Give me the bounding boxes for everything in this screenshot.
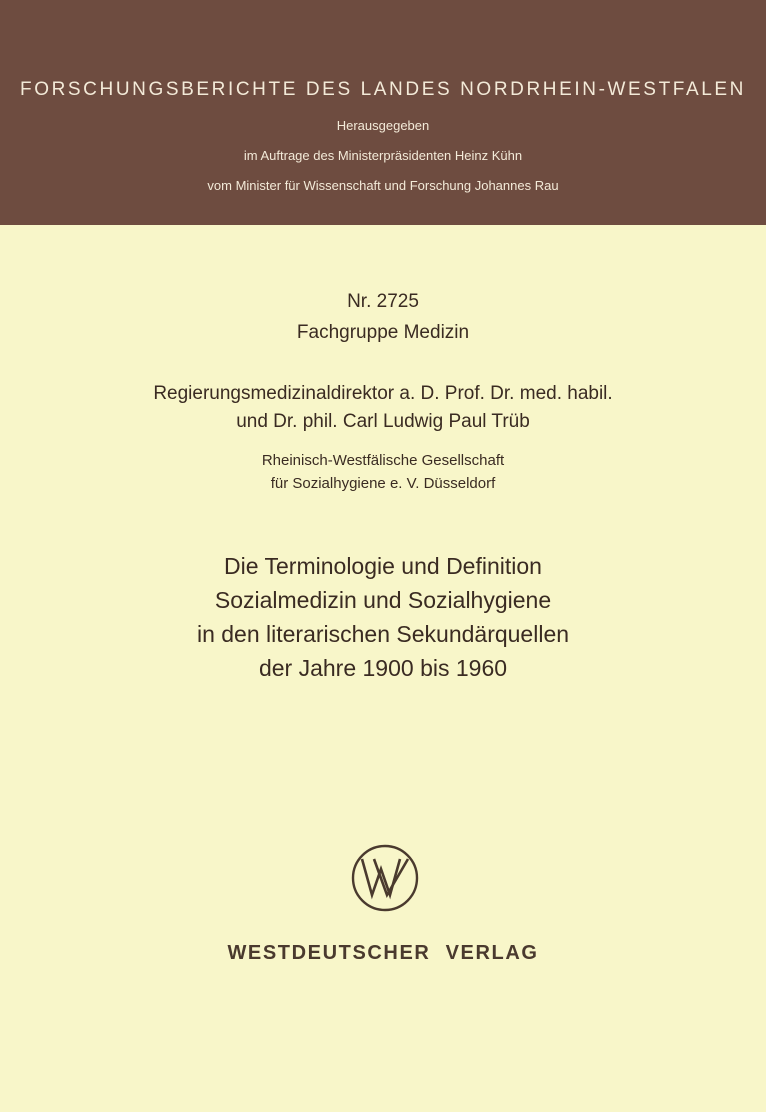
- author-line-2: und Dr. phil. Carl Ludwig Paul Trüb: [236, 411, 530, 432]
- title-line-1: Die Terminologie und Definition: [224, 553, 542, 579]
- editor-line-2: im Auftrage des Ministerpräsidenten Heinz Kühn: [243, 148, 523, 163]
- author-line-1: Regierungsmedizinaldirektor a. D. Prof. Dr. med. habil.: [153, 383, 613, 404]
- report-number: Nr. 2725: [347, 291, 419, 312]
- editor-line-1: Herausgegeben: [336, 118, 430, 133]
- title-line-3: in den literarischen Sekundärquellen: [196, 621, 570, 647]
- header-band: [0, 0, 766, 225]
- institution-line-2: für Sozialhygiene e. V. Düsseldorf: [270, 475, 496, 492]
- publisher-name: WESTDEUTSCHER VERLAG: [227, 942, 539, 964]
- editor-line-3: vom Minister für Wissenschaft und Forschung Johannes Rau: [207, 178, 559, 193]
- subject-group: Fachgruppe Medizin: [296, 322, 470, 343]
- institution-line-1: Rheinisch-Westfälische Gesellschaft: [261, 452, 505, 469]
- wv-monogram-icon: [350, 843, 420, 913]
- title-line-4: der Jahre 1900 bis 1960: [258, 655, 508, 681]
- title-line-2: Sozialmedizin und Sozialhygiene: [214, 587, 552, 613]
- series-title: FORSCHUNGSBERICHTE DES LANDES NORDRHEIN-WESTFALEN: [20, 79, 746, 100]
